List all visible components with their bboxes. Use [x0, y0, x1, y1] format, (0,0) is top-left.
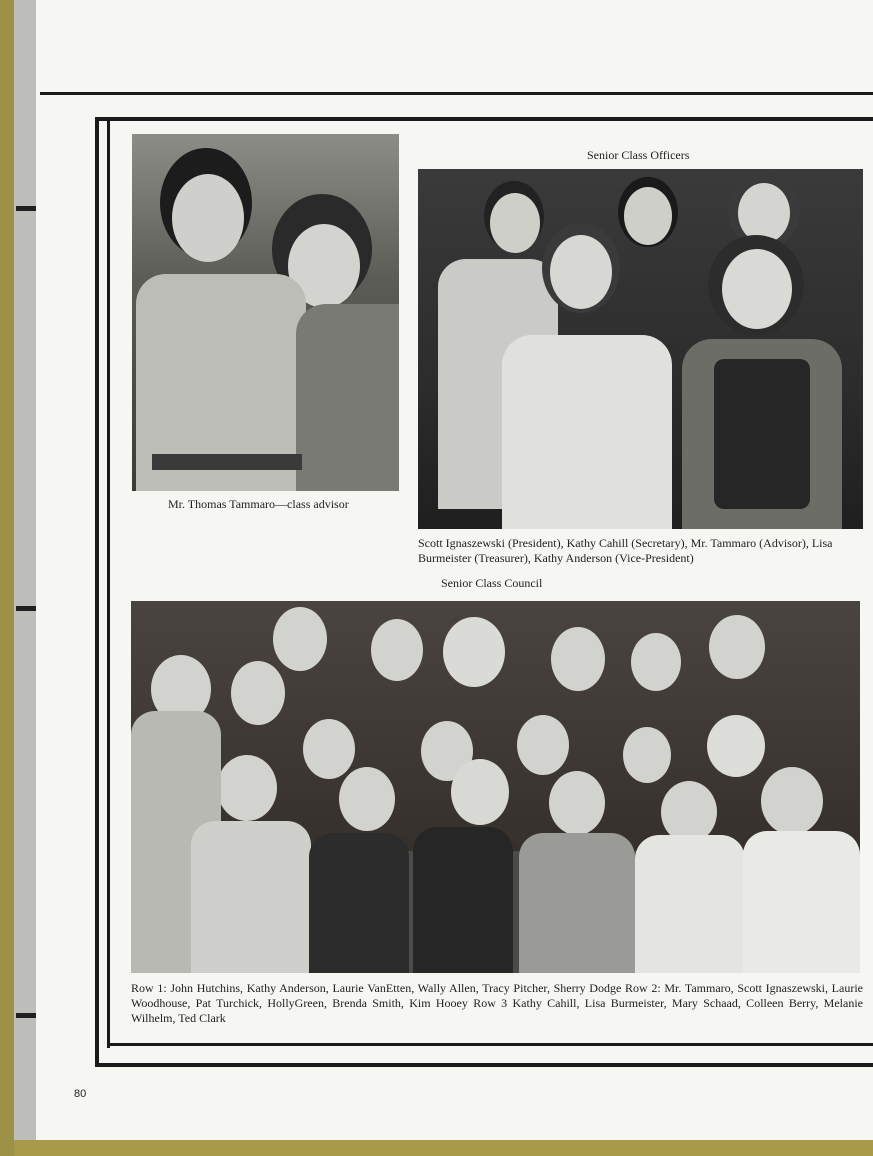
advisor-photo [132, 134, 399, 491]
frame-rule-bottom-outer [95, 1063, 873, 1067]
frame-rule-left-outer [95, 117, 99, 1065]
gutter-mark [16, 1013, 38, 1018]
gutter-mark [16, 206, 38, 211]
officers-heading: Senior Class Officers [587, 148, 690, 162]
frame-rule-top-outer [40, 92, 873, 95]
gutter-mark [16, 606, 38, 611]
frame-rule-top-inner [96, 117, 873, 121]
frame-rule-left-inner [107, 121, 110, 1048]
advisor-caption: Mr. Thomas Tammaro—class advisor [168, 497, 349, 511]
council-photo [131, 601, 860, 973]
council-heading: Senior Class Council [441, 576, 543, 590]
page-number: 80 [74, 1088, 87, 1100]
officers-photo [418, 169, 863, 529]
frame-rule-bottom-inner [107, 1043, 873, 1046]
council-caption: Row 1: John Hutchins, Kathy Anderson, Laurie VanEtten, Wally Allen, Tracy Pitcher, Sherry Dodge Row 2: Mr. Tammaro, Scott Ignaszewski, Laurie Woodhouse, Pat Turchick, HollyGreen, Brenda Smith, Kim Hooey Row 3 Kathy Cahill, Lisa Burmeister, Mary Schaad, Colleen Berry, Melanie Wilhelm, Ted Clark [131, 981, 863, 1025]
officers-caption: Scott Ignaszewski (President), Kathy Cahill (Secretary), Mr. Tammaro (Advisor), Lisa Burmeister (Treasurer), Kathy Anderson (Vice-President) [418, 536, 833, 565]
binding-spine [0, 0, 14, 1156]
